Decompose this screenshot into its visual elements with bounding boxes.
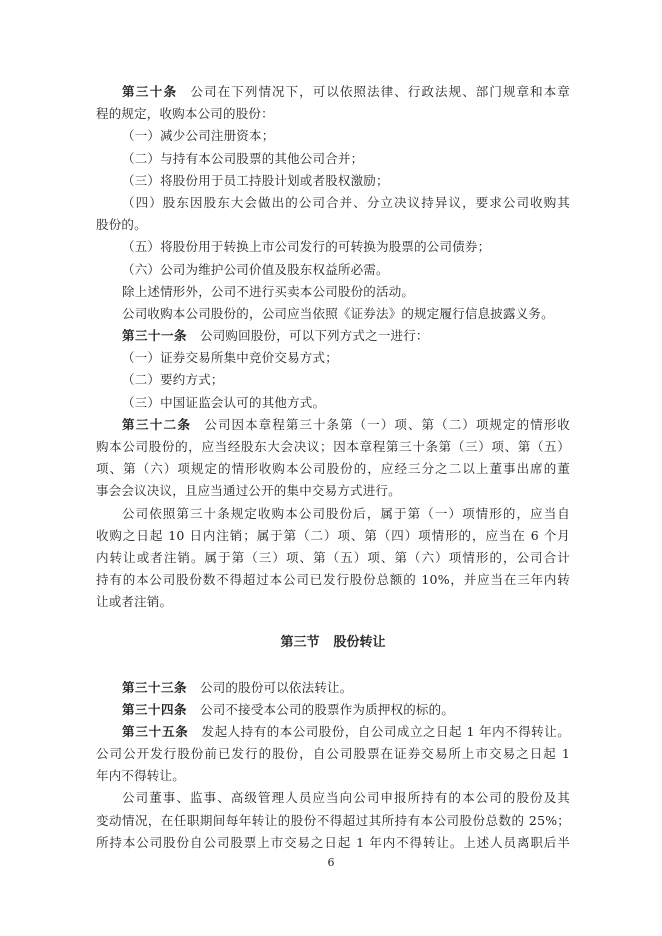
line-text: 公司董事、监事、高级管理人员应当向公司申报所持有的本公司的股份及其 <box>122 790 570 806</box>
paragraph <box>96 170 570 192</box>
text-line <box>96 677 570 699</box>
text-line <box>96 347 570 369</box>
line-text: 公司的股份可以依法转让。 <box>200 679 353 695</box>
text-line <box>96 392 570 414</box>
line-text: （四）股东因股东大会做出的公司合并、分立决议持异议，要求公司收购其 <box>122 194 570 210</box>
text-line <box>96 281 570 303</box>
article-paragraph <box>96 699 570 721</box>
line-text: 收购之日起 10 日内注销；属于第（二）项、第（四）项情形的，应当在 6 个月 <box>96 527 570 543</box>
text-line <box>96 743 570 765</box>
line-text: （二）要约方式； <box>122 372 224 388</box>
line-text: （三）将股份用于员工持股计划或者股权激励； <box>122 172 389 188</box>
text-line <box>96 832 570 854</box>
text-line <box>96 214 570 236</box>
section-title: 股份转让 <box>333 634 386 650</box>
articles-30-32 <box>96 81 570 614</box>
paragraph <box>96 787 570 854</box>
line-text: 项、第（六）项规定的情形收购本公司股份的，应经三分之二以上董事出席的董 <box>96 461 570 477</box>
article-paragraph <box>96 721 570 788</box>
paragraph <box>96 281 570 303</box>
article-paragraph <box>96 325 570 347</box>
text-line <box>96 591 570 613</box>
text-line <box>96 325 570 347</box>
paragraph <box>96 369 570 391</box>
paragraph <box>96 503 570 614</box>
article-number: 第三十一条 <box>122 328 188 344</box>
line-text: 公司在下列情况下，可以依照法律、行政法规、部门规章和本章 <box>190 84 570 99</box>
paragraph <box>96 259 570 281</box>
line-text: 公司收购本公司股份的，公司应当依照《证券法》的规定履行信息披露义务。 <box>122 305 554 321</box>
article-number: 第三十二条 <box>122 416 192 432</box>
text-line <box>96 436 570 458</box>
text-line <box>96 192 570 214</box>
document-body <box>96 81 570 854</box>
line-text: （一）减少公司注册资本； <box>122 128 275 144</box>
text-line <box>96 303 570 325</box>
line-text: 让或者注销。 <box>96 594 173 610</box>
line-text: 年内不得转让。 <box>96 768 185 784</box>
line-text: 事会会议决议，且应当通过公开的集中交易方式进行。 <box>96 483 401 499</box>
article-number: 第三十四条 <box>122 701 188 717</box>
text-line <box>96 787 570 809</box>
article-number: 第三十三条 <box>122 679 188 695</box>
text-line <box>96 810 570 832</box>
text-line <box>96 699 570 721</box>
line-text: 除上述情形外，公司不进行买卖本公司股份的活动。 <box>122 283 415 299</box>
text-line <box>96 569 570 591</box>
text-line <box>96 103 570 125</box>
line-text: 持有的本公司股份数不得超过本公司已发行股份总额的 10%，并应当在三年内转 <box>96 572 570 588</box>
line-text: （六）公司为维护公司价值及股东权益所必需。 <box>122 261 389 277</box>
line-text: （五）将股份用于转换上市公司发行的可转换为股票的公司债券； <box>122 239 491 255</box>
text-line <box>96 81 570 103</box>
line-text: （三）中国证监会认可的其他方式。 <box>122 394 326 410</box>
text-line <box>96 503 570 525</box>
line-text: 程的规定，收购本公司的股份： <box>96 106 274 122</box>
section-heading <box>96 632 570 654</box>
line-text: （二）与持有本公司股票的其他公司合并； <box>122 150 364 166</box>
line-text: 公司公开发行股份前已发行的股份，自公司股票在证券交易所上市交易之日起 1 <box>96 746 570 762</box>
text-line <box>96 547 570 569</box>
text-line <box>96 148 570 170</box>
paragraph <box>96 392 570 414</box>
text-line <box>96 125 570 147</box>
text-line <box>96 458 570 480</box>
articles-33-35 <box>96 677 570 855</box>
paragraph <box>96 347 570 369</box>
text-line <box>96 170 570 192</box>
text-line <box>96 721 570 743</box>
article-paragraph <box>96 81 570 125</box>
article-number: 第三十五条 <box>122 723 189 739</box>
line-text: 变动情况，在任职期间每年转让的股份不得超过其所持有本公司股份总数的 25%； <box>96 812 570 828</box>
paragraph <box>96 303 570 325</box>
text-line <box>96 765 570 787</box>
paragraph <box>96 148 570 170</box>
line-text: 购本公司股份的，应当经股东大会决议；因本章程第三十条第（三）项、第（五） <box>96 439 570 454</box>
line-text: 公司因本章程第三十条第（一）项、第（二）项规定的情形收 <box>204 416 570 432</box>
line-text: 公司购回股份，可以下列方式之一进行： <box>200 328 429 344</box>
paragraph <box>96 236 570 258</box>
line-text: 所持本公司股份自公司股票上市交易之日起 1 年内不得转让。上述人员离职后半 <box>96 834 570 850</box>
line-text: 公司依照第三十条规定收购本公司股份后，属于第（一）项情形的，应当自 <box>122 505 570 521</box>
line-text: （一）证券交易所集中竞价交易方式； <box>122 350 338 366</box>
page-number: 6 <box>327 856 335 869</box>
paragraph <box>96 192 570 236</box>
paragraph <box>96 125 570 147</box>
line-text: 股份的。 <box>96 217 147 233</box>
line-text: 内转让或者注销。属于第（三）项、第（五）项、第（六）项情形的，公司合计 <box>96 549 570 565</box>
line-text: 发起人持有的本公司股份，自公司成立之日起 1 年内不得转让。 <box>201 723 570 739</box>
section-number: 第三节 <box>280 634 320 650</box>
text-line <box>96 259 570 281</box>
line-text: 公司不接受本公司的股票作为质押权的标的。 <box>200 701 455 717</box>
text-line <box>96 525 570 547</box>
article-paragraph <box>96 414 570 503</box>
text-line <box>96 236 570 258</box>
article-paragraph <box>96 677 570 699</box>
article-number: 第三十条 <box>122 84 178 99</box>
text-line <box>96 414 570 436</box>
text-line <box>96 369 570 391</box>
text-line <box>96 480 570 502</box>
